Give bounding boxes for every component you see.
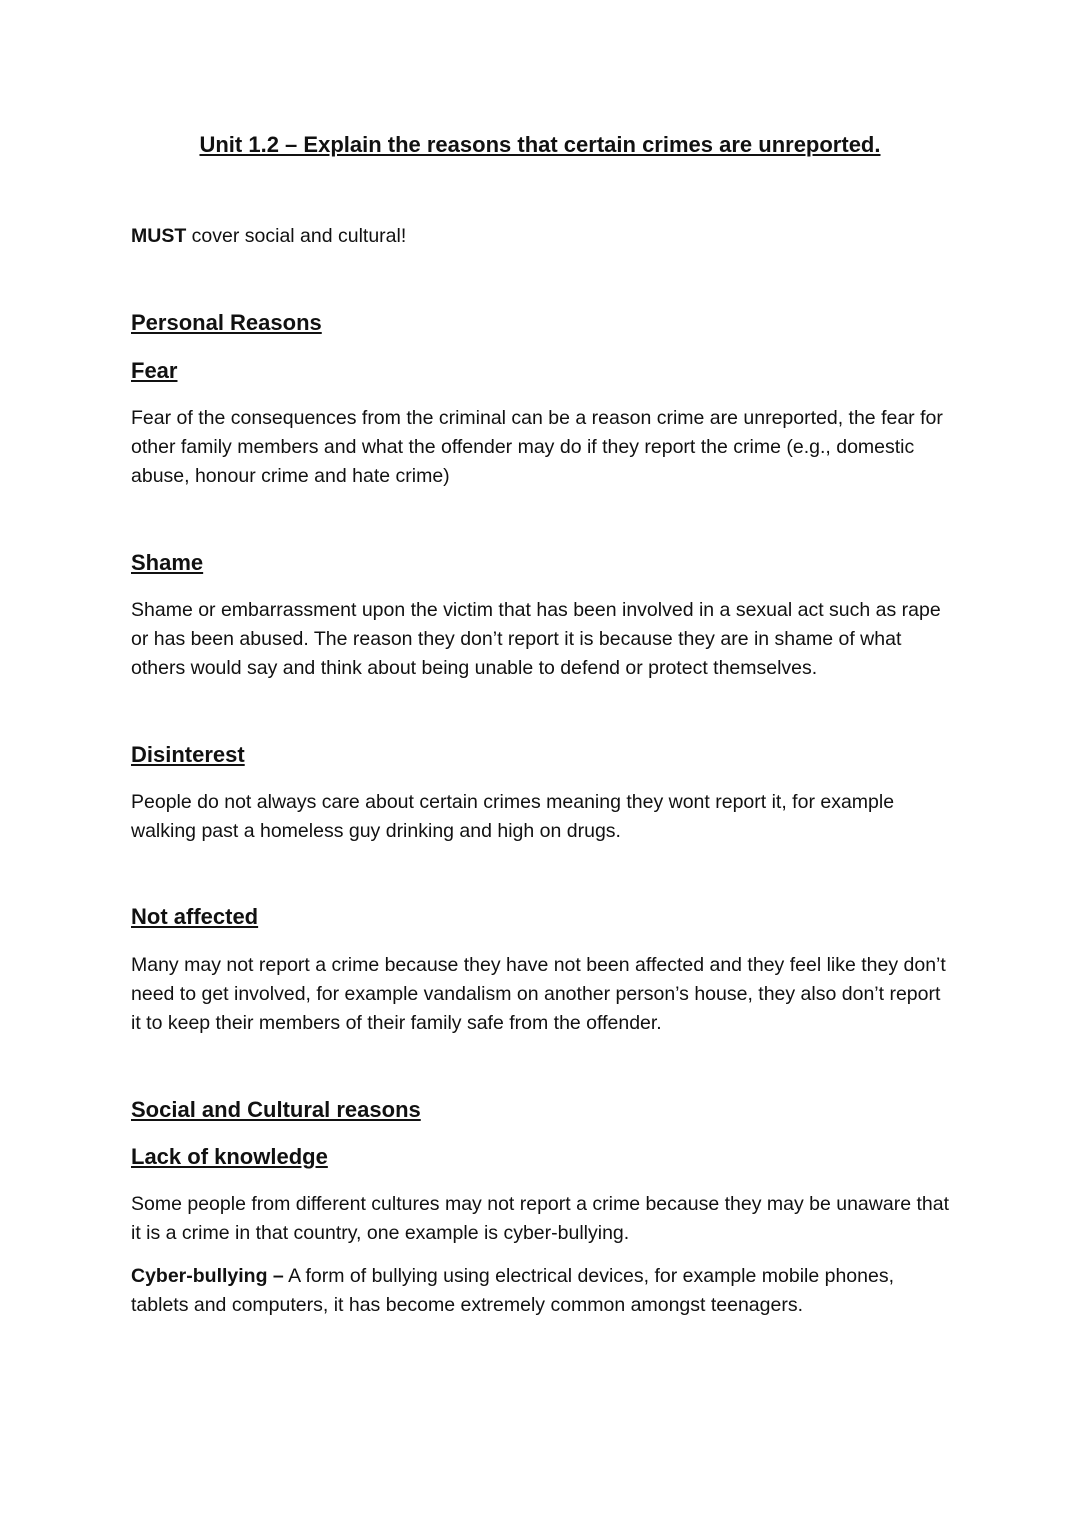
- heading-personal-reasons: Personal Reasons: [131, 310, 322, 335]
- definition-term: Cyber-bullying –: [131, 1265, 284, 1287]
- paragraph-lack-of-knowledge: Some people from different cultures may not report a crime because they may be unaware that it is a crime in that country, one example is cyber-bullying.: [131, 1193, 949, 1244]
- heading-disinterest: Disinterest: [131, 742, 245, 767]
- heading-shame: Shame: [131, 550, 204, 575]
- intro-text: cover social and cultural!: [186, 225, 407, 247]
- definition-text: A form of bullying using electrical devices, for example mobile phones, tablets and computers, it has become extremely common amongst teenagers.: [131, 1265, 895, 1316]
- intro: [131, 222, 951, 251]
- page-title: Unit 1.2 – Explain the reasons that certain crimes are unreported.: [199, 132, 881, 157]
- paragraph-fear: Fear of the consequences from the criminal can be a reason crime are unreported, the fear for other family members and what the offender may do if they report the crime (e.g., domestic abuse, honour crime and hate crime): [131, 407, 943, 487]
- heading-fear: Fear: [131, 358, 178, 383]
- heading-lack-of-knowledge: Lack of knowledge: [131, 1144, 328, 1169]
- paragraph-shame: Shame or embarrassment upon the victim that has been involved in a sexual act such as rape or has been abused. The reason they don’t report it is because they are in shame of what others would say and think about being unable to defend or protect themselves.: [131, 599, 941, 679]
- paragraph-not-affected: Many may not report a crime because they have not been affected and they feel like they don’t need to get involved, for example vandalism on another person’s house, they also don’t report it to keep their members of their family safe from the offender.: [131, 954, 946, 1034]
- intro-bold: MUST: [131, 225, 187, 247]
- paragraph-disinterest: People do not always care about certain crimes meaning they wont report it, for example walking past a homeless guy drinking and high on drugs.: [131, 791, 895, 842]
- heading-not-affected: Not affected: [131, 904, 259, 929]
- heading-social-cultural: Social and Cultural reasons: [131, 1097, 421, 1122]
- definition-cyber-bullying: [131, 1262, 951, 1320]
